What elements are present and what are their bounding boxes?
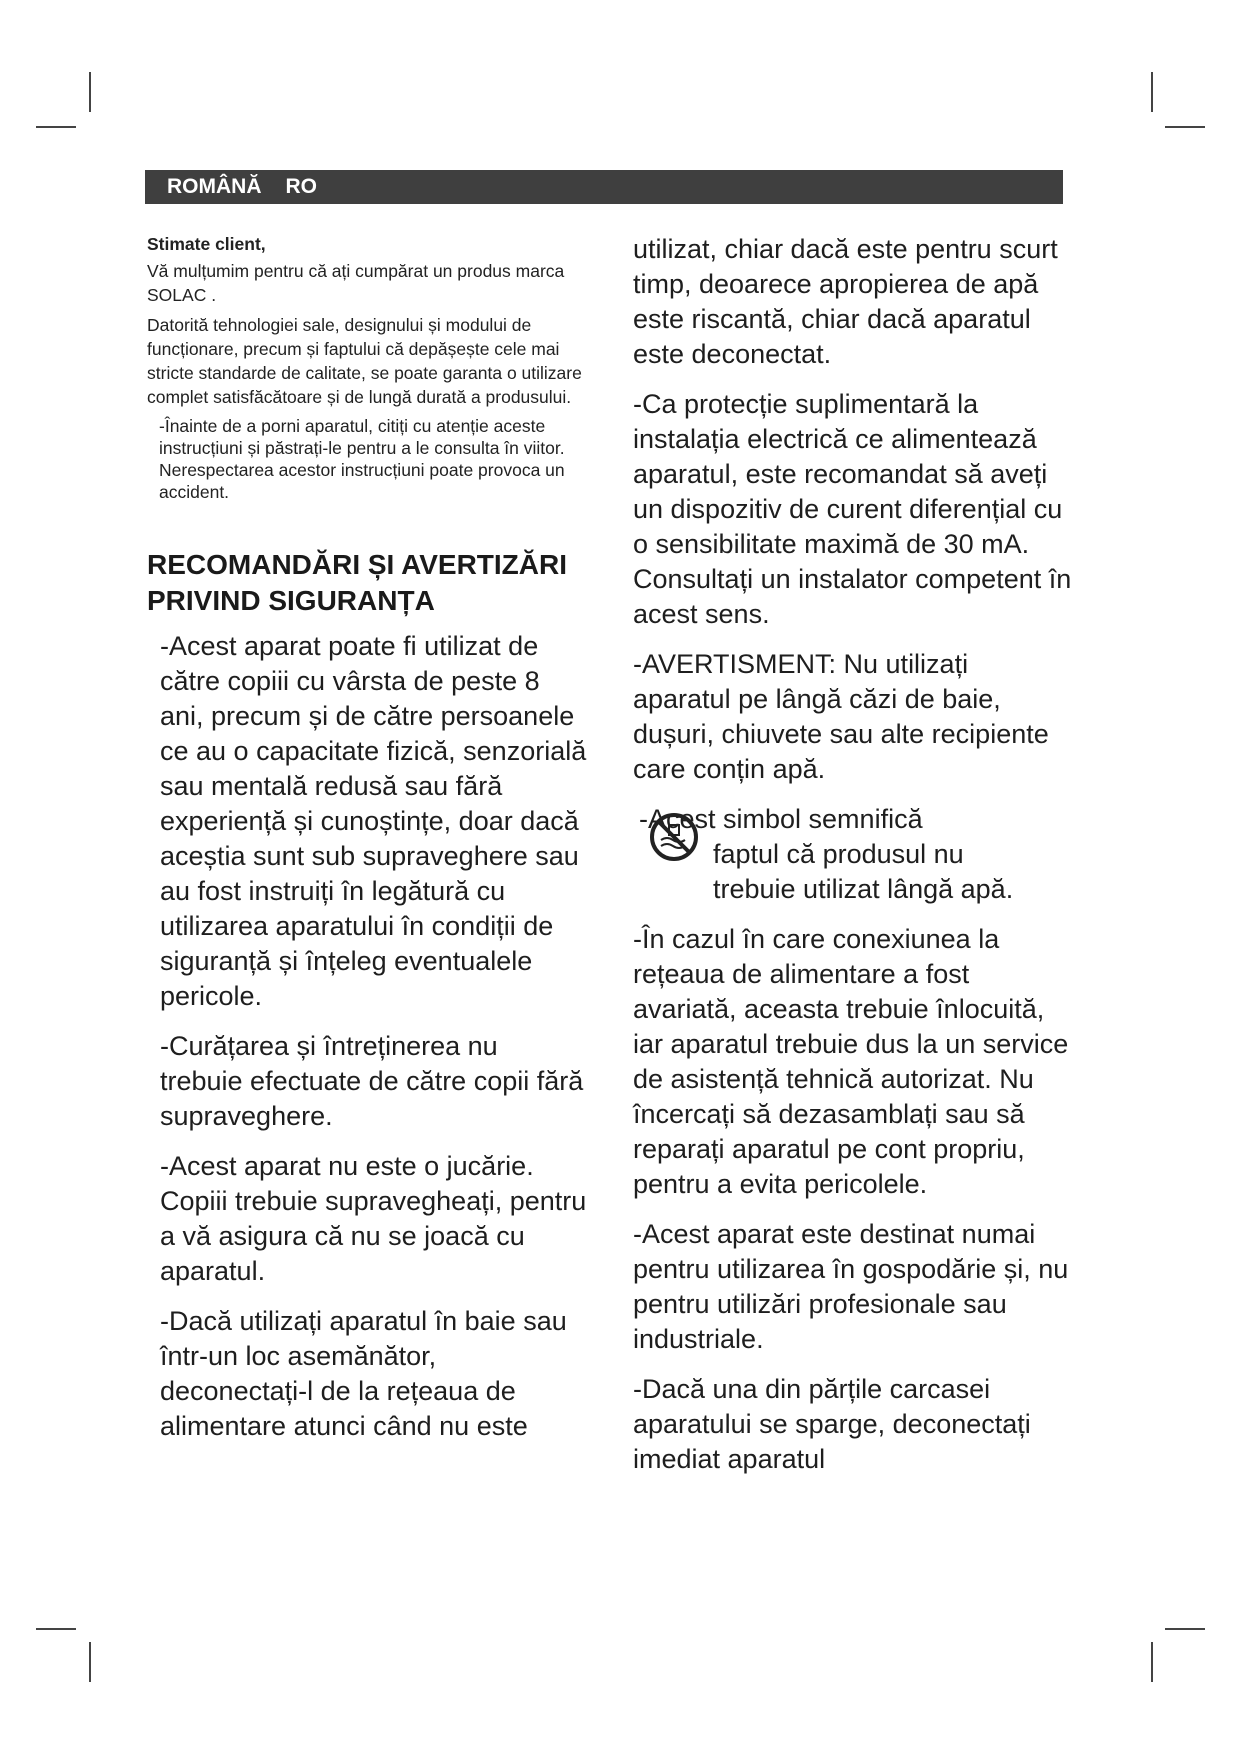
right-column xyxy=(633,232,1073,1492)
safety-paragraph: -Dacă utilizați aparatul în baie sau într-un loc asemănător, deconectați-l de la rețeaua de alimentare atunci când nu este xyxy=(160,1306,567,1441)
greeting: Stimate client, xyxy=(147,234,266,254)
language-name: ROMÂNĂ xyxy=(167,175,262,198)
crop-mark xyxy=(36,126,76,128)
safety-paragraph: -Acest aparat este destinat numai pentru utilizarea în gospodărie și, nu pentru utilizări profesionale sau industriale. xyxy=(633,1219,1069,1354)
intro-paragraph-3: -Înainte de a porni aparatul, citiți cu atenție aceste instrucțiuni și păstrați-le pentru a le consulta în viitor. Nerespectarea acestor instrucțiuni poate provoca un accident. xyxy=(159,416,565,502)
intro-paragraph-1: Vă mulțumim pentru că ați cumpărat un produs marca SOLAC . xyxy=(147,261,565,305)
safety-paragraph: -AVERTISMENT: Nu utilizați aparatul pe lângă căzi de baie, dușuri, chiuvete sau alte recipiente care conțin apă. xyxy=(633,649,1049,784)
section-heading: RECOMANDĂRI ȘI AVERTIZĂRI PRIVIND SIGURANȚA xyxy=(147,549,567,616)
language-header-bar xyxy=(145,170,1063,204)
safety-paragraph: -Acest aparat nu este o jucărie. Copiii trebuie supravegheați, pentru a vă asigura că nu se joacă cu aparatul. xyxy=(160,1151,587,1286)
symbol-paragraph xyxy=(633,802,1073,907)
intro-paragraph-2: Datorită tehnologiei sale, designului și modului de funcționare, precum și faptului că depășește cele mai stricte standarde de calitate, se poate garanta o utilizare complet satisfăcătoare și de lungă durată a produsului. xyxy=(147,315,582,407)
safety-paragraph: utilizat, chiar dacă este pentru scurt timp, deoarece apropierea de apă este riscantă, chiar dacă aparatul este deconectat. xyxy=(633,234,1058,369)
symbol-line-3: trebuie utilizat lângă apă. xyxy=(713,874,1014,904)
safety-paragraph: -Curățarea și întreținerea nu trebuie efectuate de către copii fără supraveghere. xyxy=(160,1031,584,1131)
symbol-line-1: -Acest simbol semnifică xyxy=(639,804,923,834)
safety-paragraph: -Ca protecție suplimentară la instalația electrică ce alimentează aparatul, este recomandat să aveți un dispozitiv de curent diferențial cu o sensibilitate maximă de 30 mA. Consultați un instalator competent în acest sens. xyxy=(633,389,1072,629)
safety-paragraph: -Acest aparat poate fi utilizat de către copiii cu vârsta de peste 8 ani, precum și de către persoanele ce au o capacitate fizică, senzorială sau mentală redusă sau fără experiență și cunoștințe, doar dacă aceștia sunt sub supraveghere sau au fost instruiți în legătură cu utilizarea aparatului în condiții de siguranță și înțeleg eventualele pericole. xyxy=(160,631,587,1011)
crop-mark xyxy=(1165,126,1205,128)
left-column xyxy=(147,232,587,1459)
crop-mark xyxy=(1151,72,1153,112)
symbol-line-2: faptul că produsul nu xyxy=(713,839,964,869)
safety-paragraph: -Dacă una din părțile carcasei aparatului se sparge, deconectați imediat aparatul xyxy=(633,1374,1031,1474)
crop-mark xyxy=(89,72,91,112)
no-water-icon xyxy=(647,810,701,864)
language-code: RO xyxy=(285,175,317,198)
crop-mark xyxy=(89,1642,91,1682)
crop-mark xyxy=(1151,1642,1153,1682)
safety-paragraph: -În cazul în care conexiunea la rețeaua de alimentare a fost avariată, aceasta trebuie înlocuită, iar aparatul trebuie dus la un service de asistență tehnică autorizat. Nu încercați să dezasamblați sau să reparați aparatul pe cont propriu, pentru a evita pericolele. xyxy=(633,924,1069,1199)
crop-mark xyxy=(1165,1628,1205,1630)
crop-mark xyxy=(36,1628,76,1630)
